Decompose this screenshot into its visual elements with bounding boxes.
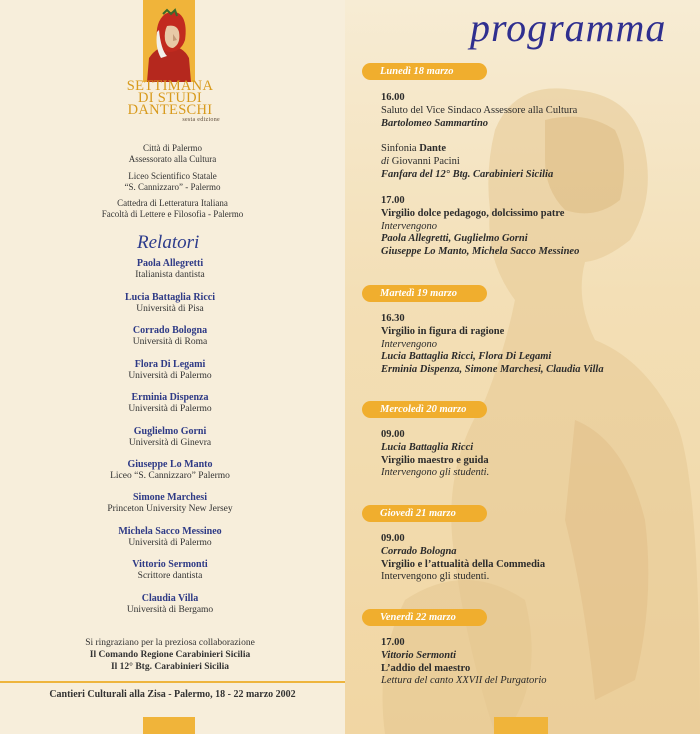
event-text-bold: Dante (419, 143, 447, 154)
speaker-name: Erminia Dispenza (131, 392, 209, 403)
speaker-name: Simone Marchesi (133, 492, 207, 503)
speaker-item (60, 292, 280, 315)
event-note: Intervengono gli studenti. (381, 467, 490, 479)
event-item (381, 313, 681, 377)
event-speaker: Corrado Bologna (381, 545, 457, 557)
day-badge-monday: Lunedì 18 marzo (362, 63, 487, 80)
speaker-affiliation: Università di Palermo (128, 538, 212, 548)
event-time: 16.30 (381, 313, 405, 324)
event-time: 16.00 (381, 92, 405, 103)
event-text (381, 143, 681, 156)
speaker-name: Michela Sacco Messineo (118, 526, 222, 537)
day-badge-friday: Venerdì 22 marzo (362, 609, 487, 626)
event-speaker: Fanfara del 12° Btg. Carabinieri Sicilia (381, 168, 554, 180)
event-title: Virgilio e l’attualità della Commedia (381, 558, 546, 570)
event-time: 09.00 (381, 429, 405, 440)
event-title: Virgilio maestro e guida (381, 454, 489, 466)
event-time: 17.00 (381, 637, 405, 648)
speaker-affiliation: Università di Ginevra (128, 438, 212, 448)
edition-label: sesta edizione (182, 117, 220, 123)
event-text-part: Giovanni Pacini (391, 155, 460, 167)
event-text-part: Sinfonia (381, 143, 420, 154)
institution-2-line-1: Liceo Scientifico Statale (128, 171, 217, 181)
event-time: 17.00 (381, 195, 405, 206)
speaker-item (60, 392, 280, 415)
speaker-item (60, 325, 280, 348)
day-badge-thursday: Giovedì 21 marzo (362, 505, 487, 522)
event-speaker: Lucia Battaglia Ricci (381, 441, 474, 453)
institution-1 (0, 143, 345, 165)
event-item (381, 429, 681, 480)
event-item (381, 92, 681, 130)
speaker-name: Corrado Bologna (132, 325, 208, 336)
institution-2-line-2: “S. Cannizzaro” - Palermo (124, 182, 221, 192)
speaker-item (60, 526, 280, 549)
event-note: Intervengono (381, 338, 437, 350)
footer-divider (0, 681, 345, 683)
thanks-line-3: Il 12° Btg. Carabinieri Sicilia (110, 662, 230, 672)
speaker-affiliation: Italianista dantista (135, 270, 205, 280)
dante-portrait-icon (143, 0, 195, 82)
venue-footer: Cantieri Culturali alla Zisa - Palermo, 18 - 22 marzo 2002 (49, 689, 296, 700)
event-text: Saluto del Vice Sindaco Assessore alla Cultura (381, 104, 578, 116)
speaker-affiliation: Università di Palermo (128, 404, 212, 414)
speaker-affiliation: Università di Pisa (136, 304, 204, 314)
event-speaker: Paola Allegretti, Guglielmo Gorni (381, 233, 528, 245)
event-item (381, 143, 681, 181)
event-logo (90, 80, 250, 124)
speaker-affiliation: Università di Palermo (128, 371, 212, 381)
day-badge-tuesday: Martedì 19 marzo (362, 285, 487, 302)
event-speaker: Lucia Battaglia Ricci, Flora Di Legami (381, 351, 552, 363)
speaker-name: Giuseppe Lo Manto (127, 459, 213, 470)
institution-3-line-1: Cattedra di Letteratura Italiana (117, 198, 228, 208)
event-item (381, 637, 681, 688)
speaker-name: Vittorio Sermonti (132, 559, 208, 570)
event-item (381, 533, 681, 584)
speaker-name: Lucia Battaglia Ricci (125, 292, 215, 303)
speaker-affiliation: Princeton University New Jersey (107, 504, 233, 514)
speaker-name: Guglielmo Gorni (133, 426, 207, 437)
bottom-gold-tab-right (494, 717, 548, 734)
speaker-item (60, 459, 280, 482)
institution-1-line-1: Città di Palermo (143, 143, 202, 153)
speaker-item (60, 492, 280, 515)
event-speaker: Erminia Dispenza, Simone Marchesi, Claudia Villa (381, 364, 604, 376)
event-time: 09.00 (381, 533, 405, 544)
speaker-affiliation: Università di Roma (132, 337, 208, 347)
event-note: Intervengono gli studenti. (381, 571, 490, 583)
thanks-line-2: Il Comando Regione Carabinieri Sicilia (89, 650, 251, 660)
event-speaker: Vittorio Sermonti (381, 649, 456, 661)
logo-line-2: DI STUDI (137, 90, 203, 106)
event-note: Intervengono (381, 220, 437, 232)
logo-line-3: DANTESCHI (127, 102, 213, 118)
thanks-line-1: Si ringraziano per la preziosa collaborazione (85, 638, 255, 648)
relatori-heading: Relatori (137, 232, 200, 253)
event-text-italic: di (381, 155, 392, 167)
event-item (381, 195, 681, 259)
event-title: Virgilio dolce pedagogo, dolcissimo patre (381, 207, 565, 219)
speaker-item (60, 559, 280, 582)
event-speaker: Bartolomeo Sammartino (381, 117, 489, 129)
speaker-affiliation: Scrittore dantista (137, 571, 203, 581)
institution-2 (0, 171, 345, 193)
speaker-item (60, 359, 280, 382)
day-badge-wednesday: Mercoledì 20 marzo (362, 401, 487, 418)
event-title: Virgilio in figura di ragione (381, 325, 505, 337)
institution-3-line-2: Facoltà di Lettere e Filosofia - Palermo (101, 209, 244, 219)
event-speaker: Giuseppe Lo Manto, Michela Sacco Messineo (381, 246, 580, 258)
speaker-name: Paola Allegretti (136, 258, 204, 269)
bottom-gold-tab-left (143, 717, 195, 734)
speaker-name: Claudia Villa (141, 593, 199, 604)
event-title: L’addio del maestro (381, 662, 471, 674)
institution-1-line-2: Assessorato alla Cultura (128, 154, 217, 164)
institution-3 (0, 198, 345, 220)
acknowledgements (20, 637, 320, 673)
speaker-name: Flora Di Legami (134, 359, 206, 370)
speaker-affiliation: Università di Bergamo (126, 605, 214, 615)
logo-line-1: SETTIMANA (126, 78, 214, 94)
event-text (381, 156, 681, 169)
event-note: Lettura del canto XXVII del Purgatorio (381, 675, 547, 687)
speaker-affiliation: Liceo “S. Cannizzaro” Palermo (110, 471, 230, 481)
speaker-item (60, 258, 280, 281)
speaker-item (60, 426, 280, 449)
programma-title: programma (470, 5, 667, 50)
speaker-item (60, 593, 280, 616)
